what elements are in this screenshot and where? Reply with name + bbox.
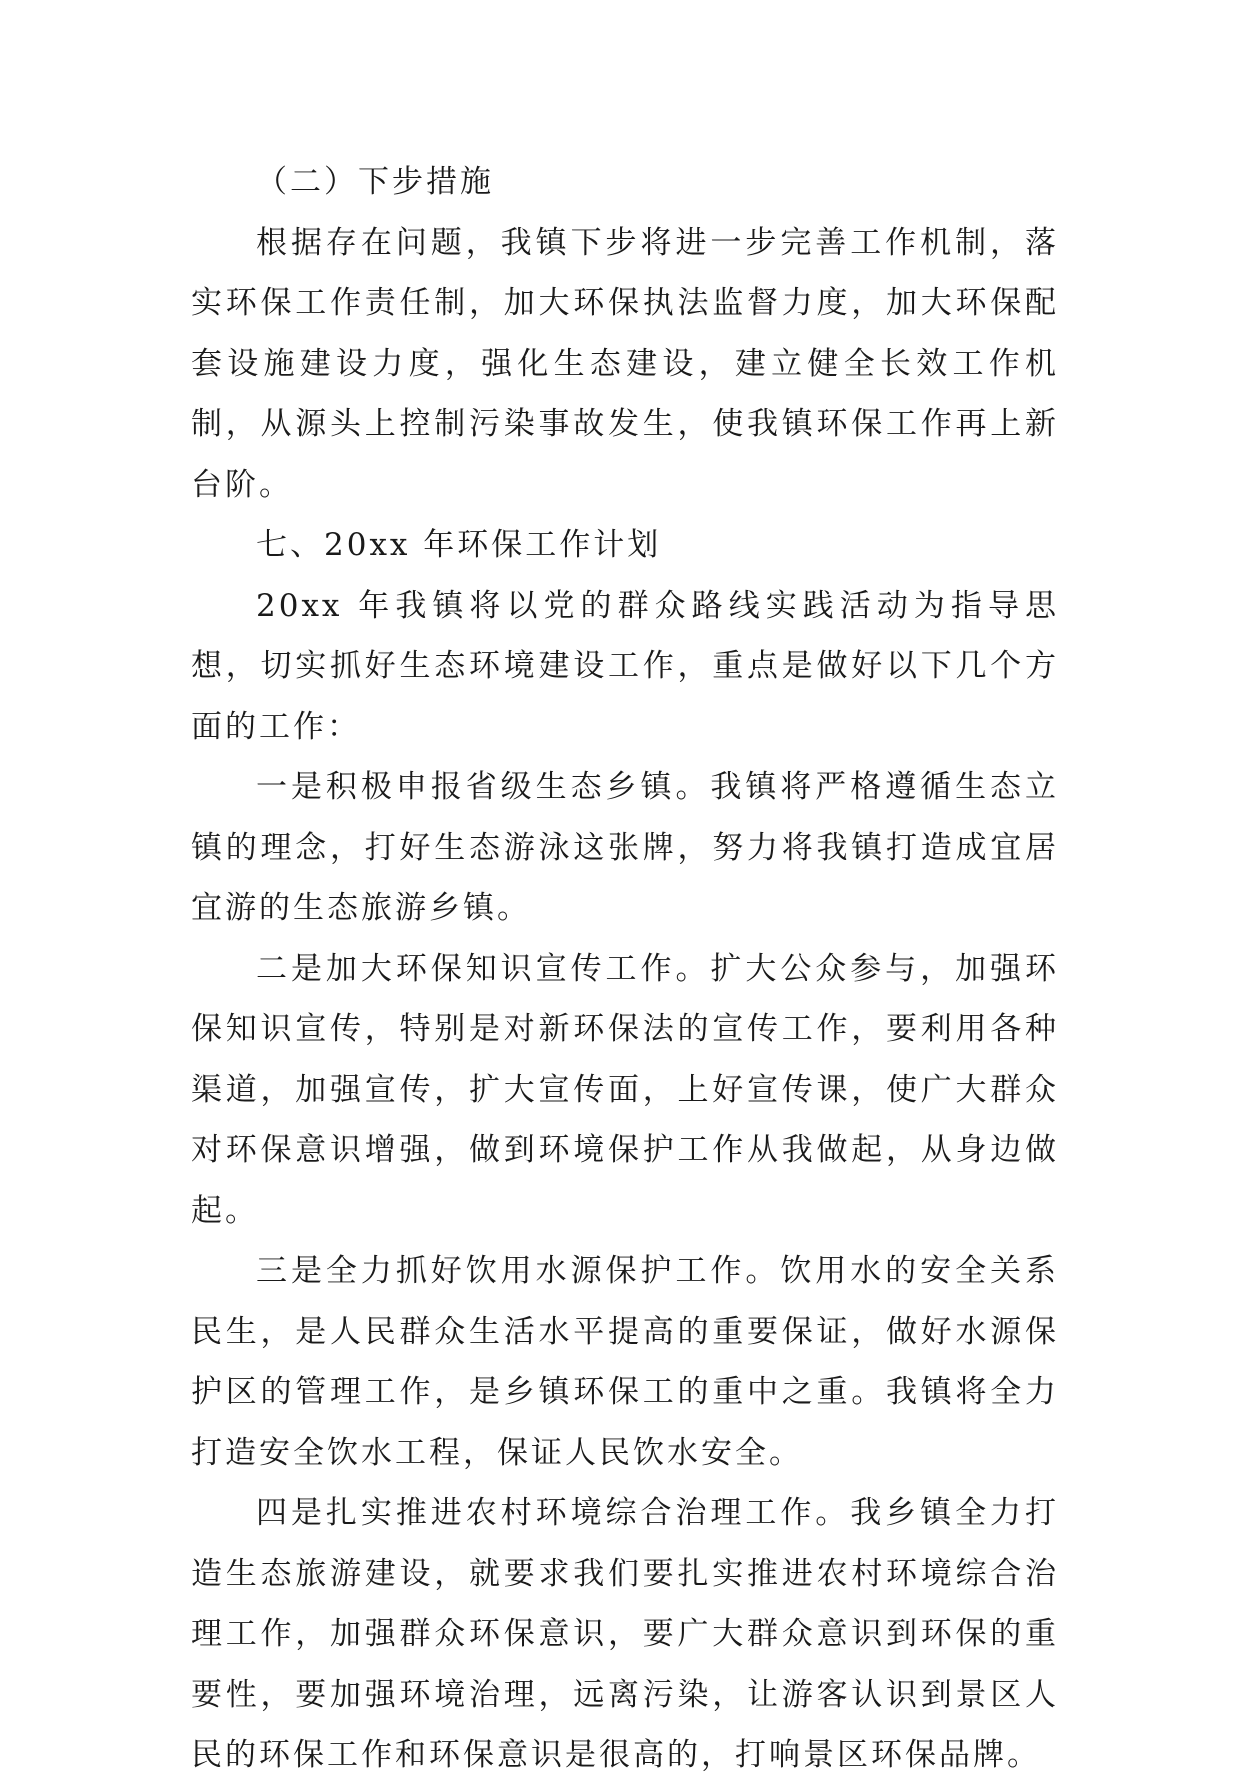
- paragraph-item-4: 四是扎实推进农村环境综合治理工作。我乡镇全力打造生态旅游建设，就要求我们要扎实推进农村环境综合治理工作，加强群众环保意识，要广大群众意识到环保的重要性，要加强环境治理，远离污染，让游客认识到景区人民的环保工作和环保意识是很高的，打响景区环保品牌。: [191, 1495, 1059, 1773]
- paragraph-item-3: 三是全力抓好饮用水源保护工作。饮用水的安全关系民生，是人民群众生活水平提高的重要保证，做好水源保护区的管理工作，是乡镇环保工的重中之重。我镇将全力打造安全饮水工程，保证人民饮水安全。: [191, 1253, 1059, 1471]
- paragraph-next-steps: 根据存在问题，我镇下步将进一步完善工作机制，落实环保工作责任制，加大环保执法监督力度，加大环保配套设施建设力度，强化生态建设，建立健全长效工作机制，从源头上控制污染事故发生，使我镇环保工作再上新台阶。: [191, 224, 1059, 503]
- paragraph-item-1: 一是积极申报省级生态乡镇。我镇将严格遵循生态立镇的理念，打好生态游泳这张牌，努力将我镇打造成宜居宜游的生态旅游乡镇。: [191, 769, 1059, 926]
- paragraph-item-2: 二是加大环保知识宣传工作。扩大公众参与，加强环保知识宣传，特别是对新环保法的宣传工作，要利用各种渠道，加强宣传，扩大宣传面，上好宣传课，使广大群众对环保意识增强，做到环境保护工作从我做起，从身边做起。: [191, 950, 1059, 1229]
- document-body: [191, 152, 1059, 1786]
- section-heading-next-steps: （二）下步措施: [256, 164, 494, 200]
- paragraph-plan-intro: 20xx 年我镇将以党的群众路线实践活动为指导思想，切实抓好生态环境建设工作，重点是做好以下几个方面的工作：: [191, 587, 1059, 745]
- section-heading-work-plan: 七、20xx 年环保工作计划: [256, 527, 662, 563]
